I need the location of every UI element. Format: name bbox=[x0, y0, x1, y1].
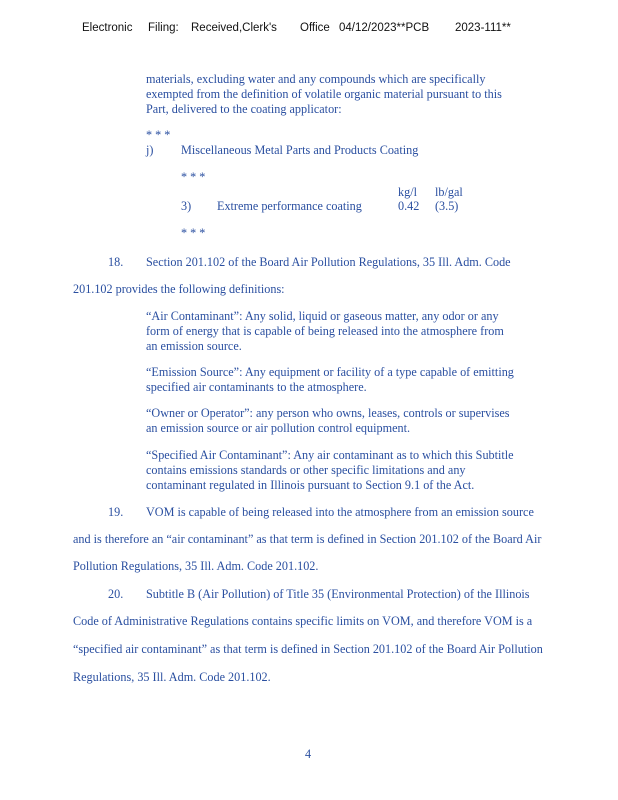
paragraph-text: Pollution Regulations, 35 Ill. Adm. Code 201.102. bbox=[73, 559, 319, 573]
subsection-title: Miscellaneous Metal Parts and Products Coating bbox=[181, 143, 419, 157]
definition-emission-source bbox=[146, 365, 514, 395]
paragraph-number: 19. bbox=[108, 505, 124, 519]
definition-line: an emission source or air pollution control equipment. bbox=[146, 421, 411, 435]
definition-line: “Specified Air Contaminant”: Any air contaminant as to which this Subtitle bbox=[146, 448, 514, 462]
definition-line: an emission source. bbox=[146, 339, 242, 353]
definition-line: “Owner or Operator”: any person who owns, leases, controls or supervises bbox=[146, 406, 510, 420]
page-number: 4 bbox=[305, 747, 312, 761]
unit-lb-per-gal: lb/gal bbox=[435, 185, 463, 199]
subsection-marker: j) bbox=[146, 143, 154, 157]
coating-row-label: Extreme performance coating bbox=[217, 199, 362, 213]
intro-line: materials, excluding water and any compounds which are specifically bbox=[146, 72, 486, 86]
definition-line: “Air Contaminant”: Any solid, liquid or gaseous matter, any odor or any bbox=[146, 309, 499, 323]
header-received: Received,Clerk's bbox=[191, 22, 277, 34]
definition-line: contains emissions standards or other specific limitations and any bbox=[146, 463, 466, 477]
paragraph-number: 18. bbox=[108, 255, 124, 269]
paragraph-text: and is therefore an “air contaminant” as that term is defined in Section 201.102 of the Board Air bbox=[73, 532, 542, 546]
paragraph-text: 201.102 provides the following definitions: bbox=[73, 282, 285, 296]
intro-line: exempted from the definition of volatile organic material pursuant to this bbox=[146, 87, 502, 101]
paragraph-text: Code of Administrative Regulations contains specific limits on VOM, and therefore VOM is a bbox=[73, 614, 533, 628]
ellipsis: * * * bbox=[181, 170, 206, 184]
header-office: Office bbox=[300, 22, 330, 34]
definition-line: form of energy that is capable of being released into the atmosphere from bbox=[146, 324, 504, 338]
coating-row-number: 3) bbox=[181, 199, 192, 213]
intro-line: Part, delivered to the coating applicator: bbox=[146, 102, 342, 116]
definition-line: “Emission Source”: Any equipment or facility of a type capable of emitting bbox=[146, 365, 514, 379]
definition-air-contaminant bbox=[146, 309, 504, 354]
quoted-intro bbox=[146, 72, 502, 117]
header-electronic: Electronic bbox=[82, 22, 133, 34]
definition-line: contaminant regulated in Illinois pursuant to Section 9.1 of the Act. bbox=[146, 478, 475, 492]
paragraph-text: Section 201.102 of the Board Air Pollution Regulations, 35 Ill. Adm. Code bbox=[146, 255, 511, 269]
coating-row-lbgal: (3.5) bbox=[435, 199, 459, 213]
paragraph-text: VOM is capable of being released into the atmosphere from an emission source bbox=[146, 505, 534, 519]
header-case-number: 2023-111** bbox=[455, 22, 511, 34]
ellipsis: * * * bbox=[181, 226, 206, 240]
paragraph-text: “specified air contaminant” as that term is defined in Section 201.102 of the Board Air Pollution bbox=[73, 642, 543, 656]
ellipsis: * * * bbox=[146, 128, 171, 142]
header-date-pcb: 04/12/2023**PCB bbox=[339, 22, 430, 34]
paragraph-number: 20. bbox=[108, 587, 124, 601]
coating-row-kgl: 0.42 bbox=[398, 199, 420, 213]
definition-specified-air-contaminant bbox=[146, 448, 514, 493]
unit-kg-per-l: kg/l bbox=[398, 185, 417, 199]
definition-line: specified air contaminants to the atmosphere. bbox=[146, 380, 367, 394]
paragraph-text: Subtitle B (Air Pollution) of Title 35 (Environmental Protection) of the Illinois bbox=[146, 587, 530, 601]
definition-owner-operator bbox=[146, 406, 510, 436]
paragraph-text: Regulations, 35 Ill. Adm. Code 201.102. bbox=[73, 670, 271, 684]
header-filing: Filing: bbox=[148, 22, 179, 34]
